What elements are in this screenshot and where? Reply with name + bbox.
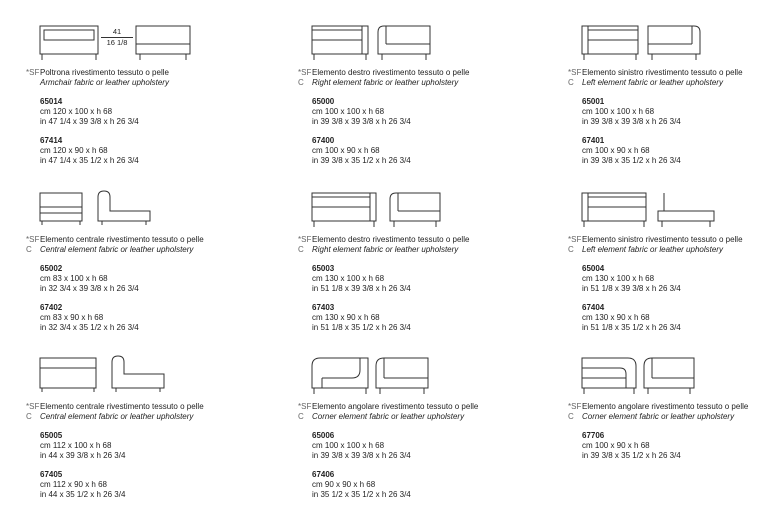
product-info — [40, 68, 255, 166]
product-info — [312, 68, 527, 166]
size-in: in 39 3/8 x 39 3/8 x h 26 3/4 — [312, 117, 411, 126]
product-code: 65005 — [40, 431, 63, 440]
availability-marks: *SF C — [298, 235, 312, 254]
size-cm: cm 120 x 100 x h 68 — [40, 107, 113, 116]
central-element-sketch-icon — [40, 187, 250, 235]
size-in: in 51 1/8 x 39 3/8 x h 26 3/4 — [312, 284, 411, 293]
central-element-112-sketch-icon — [40, 354, 250, 402]
product-code: 67404 — [582, 303, 605, 312]
product-info — [40, 402, 255, 500]
title-en: Left element fabric or leather upholstery — [582, 245, 723, 254]
corner-element-drawing — [312, 354, 522, 402]
availability-marks: *SF C — [298, 68, 312, 87]
size-cm: cm 100 x 90 x h 68 — [312, 146, 380, 155]
size-in: in 51 1/8 x 35 1/2 x h 26 3/4 — [582, 323, 681, 332]
product-code: 65006 — [312, 431, 335, 440]
product-code: 67401 — [582, 136, 605, 145]
title-it: Elemento destro rivestimento tessuto o pelle — [312, 68, 470, 77]
title-en: Armchair fabric or leather upholstery — [40, 78, 169, 87]
availability-marks: *SF C — [298, 402, 312, 421]
right-element-sketch-icon — [312, 20, 522, 68]
title-it: Elemento centrale rivestimento tessuto o pelle — [40, 402, 204, 411]
product-code: 65014 — [40, 97, 63, 106]
title-it: Elemento angolare rivestimento tessuto o pelle — [582, 402, 749, 411]
size-cm: cm 83 x 90 x h 68 — [40, 313, 104, 322]
right-element-130-drawing — [312, 187, 522, 235]
availability-marks: *SF C — [568, 68, 582, 87]
product-info — [582, 235, 782, 333]
left-element-130-drawing — [582, 187, 782, 235]
size-in: in 39 3/8 x 35 1/2 x h 26 3/4 — [582, 156, 681, 165]
product-info — [40, 235, 255, 333]
size-in: in 39 3/8 x 35 1/2 x h 26 3/4 — [582, 451, 681, 460]
title-it: Elemento sinistro rivestimento tessuto o pelle — [582, 68, 743, 77]
availability-marks: *SF C — [568, 402, 582, 421]
title-it: Elemento sinistro rivestimento tessuto o pelle — [582, 235, 743, 244]
size-in: in 51 1/8 x 35 1/2 x h 26 3/4 — [312, 323, 411, 332]
size-cm: cm 112 x 100 x h 68 — [40, 441, 112, 450]
product-code: 67402 — [40, 303, 63, 312]
size-cm: cm 100 x 90 x h 68 — [582, 441, 650, 450]
armchair-drawing — [40, 20, 250, 68]
product-armchair — [26, 20, 256, 190]
size-cm: cm 130 x 90 x h 68 — [582, 313, 650, 322]
central-element-drawing — [40, 187, 250, 235]
product-code: 65003 — [312, 264, 335, 273]
title-en: Right element fabric or leather upholstery — [312, 245, 459, 254]
left-element-sketch-icon — [582, 20, 782, 68]
product-code: 67403 — [312, 303, 335, 312]
size-in: in 47 1/4 x 35 1/2 x h 26 3/4 — [40, 156, 139, 165]
right-element-130-sketch-icon — [312, 187, 522, 235]
left-element-130-sketch-icon — [582, 187, 782, 235]
product-code: 65000 — [312, 97, 335, 106]
size-in: in 39 3/8 x 39 3/8 x h 26 3/4 — [312, 451, 411, 460]
size-in: in 32 3/4 x 39 3/8 x h 26 3/4 — [40, 284, 139, 293]
title-it: Elemento destro rivestimento tessuto o pelle — [312, 235, 470, 244]
product-code: 67405 — [40, 470, 63, 479]
title-en: Left element fabric or leather upholstery — [582, 78, 723, 87]
size-in: in 35 1/2 x 35 1/2 x h 26 3/4 — [312, 490, 411, 499]
size-cm: cm 120 x 90 x h 68 — [40, 146, 108, 155]
size-cm: cm 100 x 100 x h 68 — [312, 107, 385, 116]
availability-marks: *SF C — [568, 235, 582, 254]
central-element-112-drawing — [40, 354, 250, 402]
size-cm: cm 112 x 90 x h 68 — [40, 480, 107, 489]
title-en: Right element fabric or leather upholstery — [312, 78, 459, 87]
product-code: 67406 — [312, 470, 335, 479]
title-en: Corner element fabric or leather upholstery — [582, 412, 735, 421]
corner-element-sketch-icon — [312, 354, 522, 402]
left-element-drawing — [582, 20, 782, 68]
size-in: in 47 1/4 x 39 3/8 x h 26 3/4 — [40, 117, 139, 126]
size-cm: cm 100 x 100 x h 68 — [312, 441, 385, 450]
product-info — [312, 402, 527, 500]
title-en: Corner element fabric or leather upholstery — [312, 412, 465, 421]
title-it: Elemento centrale rivestimento tessuto o pelle — [40, 235, 204, 244]
product-right-element — [298, 20, 528, 190]
size-cm: cm 130 x 100 x h 68 — [312, 274, 385, 283]
size-in: in 39 3/8 x 35 1/2 x h 26 3/4 — [312, 156, 411, 165]
title-en: Central element fabric or leather upholstery — [40, 245, 194, 254]
product-right-element-130 — [298, 187, 528, 357]
dimension-top: 41 — [112, 27, 122, 36]
dimension-bottom: 16 1/8 — [106, 38, 128, 47]
availability-marks: *SF C — [26, 402, 40, 421]
product-central-element-112 — [26, 354, 256, 524]
product-code: 65002 — [40, 264, 63, 273]
size-cm: cm 100 x 100 x h 68 — [582, 107, 655, 116]
availability-marks: *SF C — [26, 235, 40, 254]
product-info — [582, 68, 782, 166]
size-cm: cm 130 x 100 x h 68 — [582, 274, 655, 283]
product-code: 65004 — [582, 264, 605, 273]
product-corner-element-right — [568, 354, 782, 524]
product-info — [312, 235, 527, 333]
product-code: 65001 — [582, 97, 605, 106]
size-in: in 39 3/8 x 39 3/8 x h 26 3/4 — [582, 117, 681, 126]
size-cm: cm 90 x 90 x h 68 — [312, 480, 376, 489]
size-in: in 44 x 35 1/2 x h 26 3/4 — [40, 490, 126, 499]
size-cm: cm 100 x 90 x h 68 — [582, 146, 650, 155]
size-in: in 32 3/4 x 35 1/2 x h 26 3/4 — [40, 323, 139, 332]
product-left-element — [568, 20, 782, 190]
product-left-element-130 — [568, 187, 782, 357]
size-cm: cm 130 x 90 x h 68 — [312, 313, 380, 322]
size-in: in 51 1/8 x 39 3/8 x h 26 3/4 — [582, 284, 681, 293]
right-element-drawing — [312, 20, 522, 68]
product-info — [582, 402, 782, 461]
product-code: 67706 — [582, 431, 605, 440]
corner-element-right-drawing — [582, 354, 782, 402]
size-cm: cm 83 x 100 x h 68 — [40, 274, 108, 283]
availability-marks: *SF — [26, 68, 40, 77]
product-code: 67400 — [312, 136, 335, 145]
product-code: 67414 — [40, 136, 63, 145]
corner-element-right-sketch-icon — [582, 354, 782, 402]
title-it: Poltrona rivestimento tessuto o pelle — [40, 68, 169, 77]
title-en: Central element fabric or leather upholstery — [40, 412, 194, 421]
size-in: in 44 x 39 3/8 x h 26 3/4 — [40, 451, 126, 460]
armchair-sketch-icon — [40, 20, 250, 68]
product-corner-element — [298, 354, 528, 524]
product-central-element — [26, 187, 256, 357]
title-it: Elemento angolare rivestimento tessuto o pelle — [312, 402, 479, 411]
